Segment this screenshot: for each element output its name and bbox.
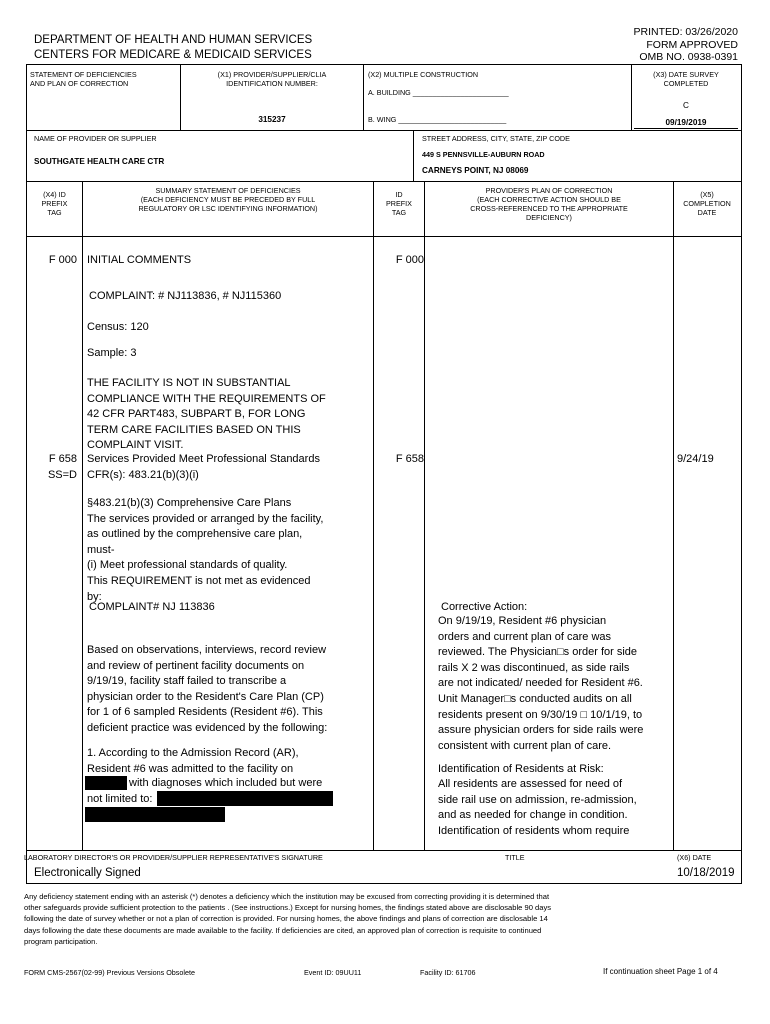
- signature-value: Electronically Signed: [34, 867, 141, 879]
- admission-line-3: with diagnoses which included but were: [129, 777, 323, 789]
- facility-statement: THE FACILITY IS NOT IN SUBSTANTIAL COMPLIANCE WITH THE REQUIREMENTS OF 42 CFR PART483, SUBPART B, FOR LONG TERM CARE FACILITIES BASED ON THIS COMPLAINT VISIT.: [87, 377, 326, 452]
- address-line1: 449 S PENNSVILLE-AUBURN ROAD: [422, 150, 545, 159]
- page-number: If continuation sheet Page 1 of 4: [603, 967, 718, 976]
- col-plan-header: PROVIDER'S PLAN OF CORRECTION (EACH CORRECTIVE ACTION SHOULD BE CROSS-REFERENCED TO THE APPROPRIATE DEFICIENCY): [470, 186, 628, 222]
- address-label: STREET ADDRESS, CITY, STATE, ZIP CODE: [422, 134, 570, 143]
- signature-label: LABORATORY DIRECTOR'S OR PROVIDER/SUPPLIER REPRESENTATIVE'S SIGNATURE: [24, 853, 323, 862]
- admission-line-1: 1. According to the Admission Record (AR),: [87, 747, 299, 759]
- redaction-bar: [85, 776, 127, 790]
- centers-name: CENTERS FOR MEDICARE & MEDICAID SERVICES: [34, 49, 312, 61]
- form-approved: FORM APPROVED: [646, 38, 738, 51]
- severity-scope: SS=D: [47, 469, 77, 481]
- redaction-bar: [85, 807, 225, 822]
- building-field: A. BUILDING ________________________: [368, 88, 509, 97]
- initial-comments: INITIAL COMMENTS: [87, 254, 192, 266]
- col-x5-header: (X5) COMPLETION DATE: [683, 190, 731, 217]
- tag-f000: F 000: [48, 254, 77, 266]
- col-x4-header: (X4) ID PREFIX TAG: [41, 190, 68, 217]
- survey-date-label: (X3) DATE SURVEY COMPLETED: [653, 70, 719, 88]
- regulation-text: §483.21(b)(3) Comprehensive Care Plans The services provided or arranged by the facility, as outlined by the comprehensive care plan, must- (i) Meet professional standards of quality. This REQUIREMENT is not met as evidenced by:: [87, 497, 324, 603]
- census: Census: 120: [87, 321, 149, 333]
- redaction-bar: [157, 791, 333, 806]
- facility-id: Facility ID: 61706: [420, 968, 476, 977]
- tag-f000-right: F 000: [395, 254, 424, 266]
- corrective-action-title: Corrective Action:: [441, 601, 528, 613]
- col-summary-header: SUMMARY STATEMENT OF DEFICIENCIES (EACH DEFICIENCY MUST BE PRECEDED BY FULL REGULATORY OR LSC IDENTIFYING INFORMATION): [138, 186, 318, 213]
- disclaimer: Any deficiency statement ending with an asterisk (*) denotes a deficiency which the institution may be excused from correcting providing it is determined that other safeguards provide sufficient protection to the patients . (See instructions.) Except for nursing homes, the findings stated above are disclosable 90 days following the date of survey whether or not a plan of correction is provided. For nursing homes, the above findings and plans of correction are disclosable 14 days following the date these documents are made available to the facility. If deficiencies are cited, an approved plan of correction is requisite to continued program participation.: [24, 892, 552, 946]
- complaint-reference: COMPLAINT# NJ 113836: [89, 601, 215, 613]
- col-id-header: ID PREFIX TAG: [386, 190, 412, 217]
- provider-name-label: NAME OF PROVIDER OR SUPPLIER: [34, 134, 157, 143]
- tag-f658-right: F 658: [395, 453, 424, 465]
- address-line2: CARNEYS POINT, NJ 08069: [422, 166, 529, 175]
- statement-label: STATEMENT OF DEFICIENCIES AND PLAN OF CORRECTION: [30, 70, 137, 88]
- identification-text: All residents are assessed for need of side rail use on admission, re-admission, and as needed for change in condition. Identification of residents whom require: [438, 778, 637, 837]
- printed-date: PRINTED: 03/26/2020: [633, 26, 738, 38]
- findings-text: Based on observations, interviews, record review and review of pertinent facility documents on 9/19/19, facility staff failed to transcribe a physician order to the Resident's Care Plan (CP) for 1 of 6 sampled Residents (Resident #6). This deficient practice was evidenced by the following:: [87, 644, 328, 734]
- provider-id-label: (X1) PROVIDER/SUPPLIER/CLIA IDENTIFICATION NUMBER:: [217, 70, 327, 88]
- title-label: TITLE: [505, 853, 525, 862]
- provider-id-number: 315237: [258, 115, 286, 124]
- complaint-numbers: COMPLAINT: # NJ113836, # NJ115360: [89, 290, 282, 302]
- agency-header: [34, 33, 312, 63]
- form-id: FORM CMS-2567(02-99) Previous Versions Obsolete: [24, 968, 195, 977]
- completion-date: 9/24/19: [677, 453, 714, 465]
- sample: Sample: 3: [87, 347, 137, 359]
- survey-type-letter: C: [683, 101, 689, 110]
- signature-date-label: (X6) DATE: [677, 853, 712, 862]
- identification-title: Identification of Residents at Risk:: [438, 763, 604, 775]
- admission-line-2: Resident #6 was admitted to the facility on: [87, 763, 294, 775]
- f658-title: Services Provided Meet Professional Standards CFR(s): 483.21(b)(3)(i): [87, 453, 320, 481]
- department-name: DEPARTMENT OF HEALTH AND HUMAN SERVICES: [34, 34, 313, 46]
- survey-completed-date: 09/19/2019: [665, 118, 707, 127]
- admission-line-4: not limited to:: [87, 793, 153, 805]
- event-id: Event ID: 09UU11: [304, 968, 362, 977]
- tag-f658: F 658: [48, 453, 77, 465]
- wing-field: B. WING ___________________________: [368, 115, 507, 124]
- corrective-action-text: On 9/19/19, Resident #6 physician orders and current plan of care was reviewed. The Physician□s order for side rails X 2 was discontinued, as side rails are not indicated/ needed for Resident #6. Unit Manager□s conducted audits on all residents present on 9/30/19 □ 10/1/19, to assure physician orders for side rails were consistent with current plan of care.: [438, 615, 644, 752]
- provider-name: SOUTHGATE HEALTH CARE CTR: [34, 157, 165, 166]
- multiple-construction-label: (X2) MULTIPLE CONSTRUCTION: [368, 70, 479, 79]
- omb-number: OMB NO. 0938-0391: [639, 51, 738, 63]
- form-approval-block: [634, 26, 738, 64]
- signature-date: 10/18/2019: [677, 867, 735, 879]
